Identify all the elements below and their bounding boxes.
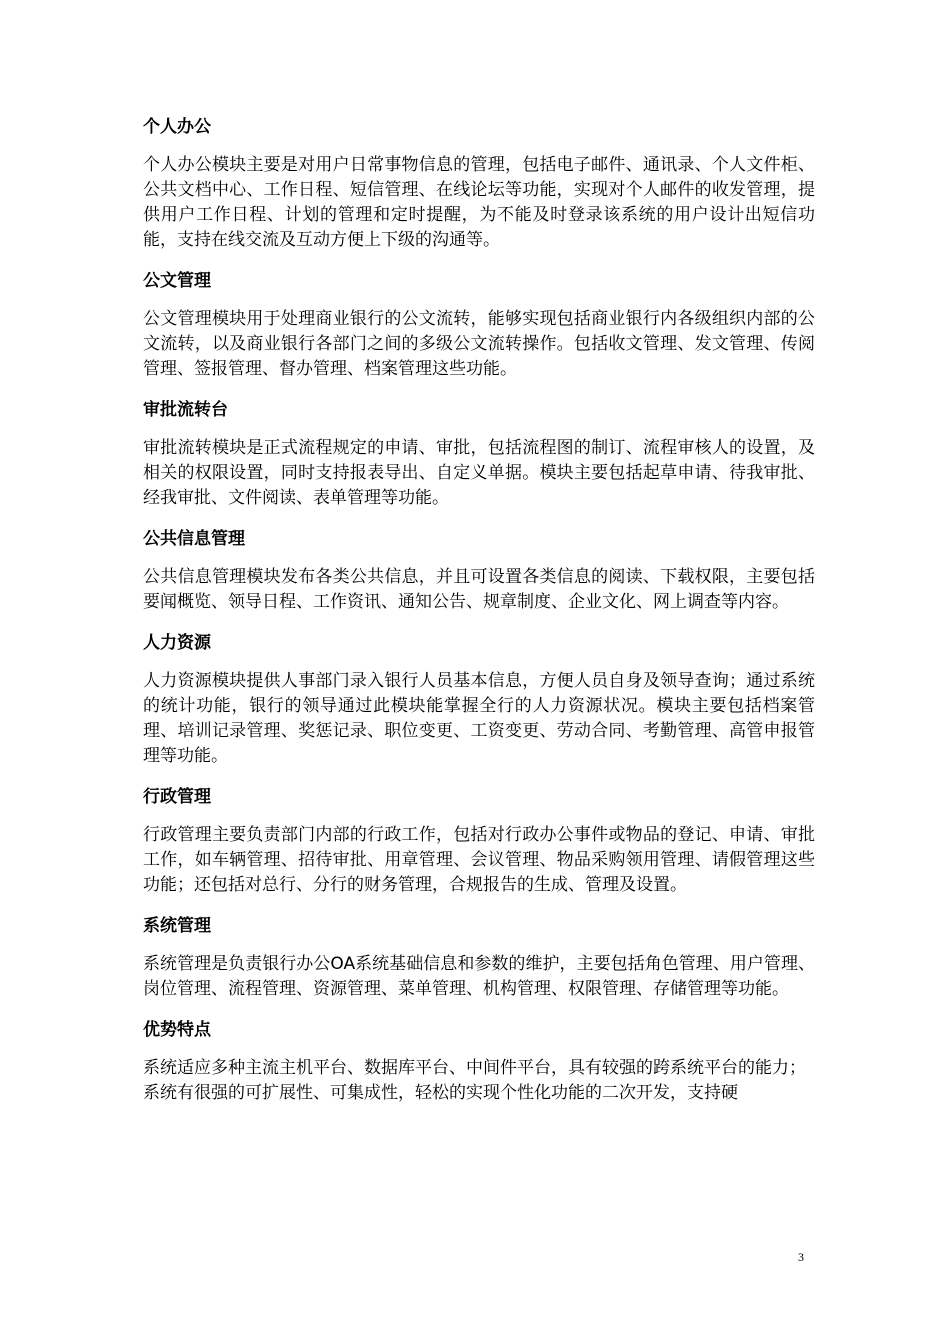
section-paragraph: 人力资源模块提供人事部门录入银行人员基本信息，方便人员自身及领导查询；通过系统的统计功能，银行的领导通过此模块能掌握全行的人力资源状况。模块主要包括档案管理、培训记录管理、奖惩记录、职位变更、工资变更、劳动合同、考勤管理、高管申报管理等功能。 — [143, 671, 815, 766]
section-heading: 行政管理 — [143, 787, 211, 807]
section-paragraph: 系统有很强的可扩展性、可集成性，轻松的实现个性化功能的二次开发，支持硬 — [143, 1083, 738, 1103]
section-human-resources — [143, 630, 815, 769]
section-heading: 个人办公 — [143, 117, 211, 137]
section-paragraph: 公共信息管理模块发布各类公共信息，并且可设置各类信息的阅读、下载权限，主要包括要闻概览、领导日程、工作资讯、通知公告、规章制度、企业文化、网上调查等内容。 — [143, 567, 815, 612]
section-heading: 优势特点 — [143, 1020, 211, 1040]
document-body — [143, 114, 815, 1106]
section-heading: 公共信息管理 — [143, 529, 245, 549]
section-paragraph: 审批流转模块是正式流程规定的申请、审批，包括流程图的制订、流程审核人的设置，及相关的权限设置，同时支持报表导出、自定义单据。模块主要包括起草申请、待我审批、经我审批、文件阅读、表单管理等功能。 — [143, 438, 815, 508]
section-paragraph: 系统适应多种主流主机平台、数据库平台、中间件平台，具有较强的跨系统平台的能力； — [143, 1058, 806, 1078]
section-paragraph: 行政管理主要负责部门内部的行政工作，包括对行政办公事件或物品的登记、申请、审批工作，如车辆管理、招待审批、用章管理、会议管理、物品采购领用管理、请假管理这些功能；还包括对总行、分行的财务管理，合规报告的生成、管理及设置。 — [143, 825, 815, 895]
section-paragraph: 公文管理模块用于处理商业银行的公文流转，能够实现包括商业银行内各级组织内部的公文流转，以及商业银行各部门之间的多级公文流转操作。包括收文管理、发文管理、传阅管理、签报管理、督办管理、档案管理这些功能。 — [143, 309, 815, 379]
section-administration — [143, 784, 815, 898]
section-advantages — [143, 1017, 815, 1106]
section-system-management — [143, 913, 815, 1002]
section-approval-flow — [143, 397, 815, 511]
section-public-information — [143, 526, 815, 615]
section-heading: 审批流转台 — [143, 400, 228, 420]
section-heading: 人力资源 — [143, 633, 211, 653]
section-paragraph: 系统管理是负责银行办公OA系统基础信息和参数的维护，主要包括角色管理、用户管理、岗位管理、流程管理、资源管理、菜单管理、机构管理、权限管理、存储管理等功能。 — [143, 954, 815, 999]
section-heading: 公文管理 — [143, 271, 211, 291]
section-paragraph: 个人办公模块主要是对用户日常事物信息的管理，包括电子邮件、通讯录、个人文件柜、公共文档中心、工作日程、短信管理、在线论坛等功能，实现对个人邮件的收发管理，提供用户工作日程、计划的管理和定时提醒，为不能及时登录该系统的用户设计出短信功能，支持在线交流及互动方便上下级的沟通等。 — [143, 155, 815, 250]
section-document-management — [143, 268, 815, 382]
section-personal-office — [143, 114, 815, 253]
section-heading: 系统管理 — [143, 916, 211, 936]
page-number: 3 — [798, 1250, 804, 1264]
